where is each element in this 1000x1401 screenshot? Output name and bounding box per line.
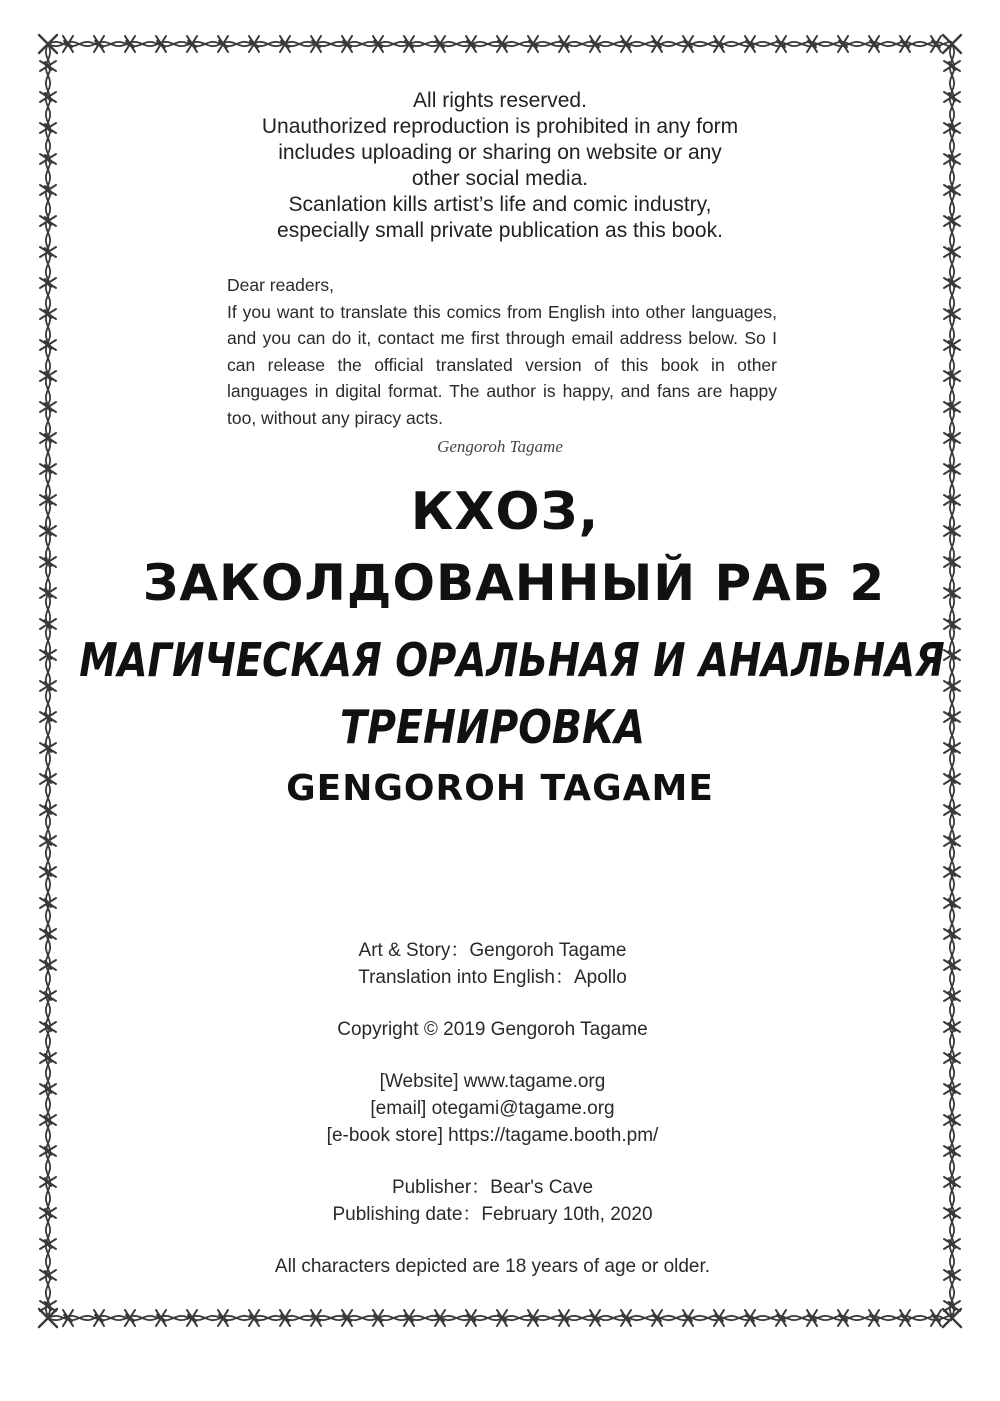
art-story-credit: Art & Story：Gengoroh Tagame — [358, 940, 627, 961]
contact-info — [0, 1068, 985, 1149]
age-notice: All characters depicted are 18 years of age or older. — [274, 1256, 711, 1277]
author-signature: Gengoroh Tagame — [437, 437, 563, 456]
title-line-2: ЗАКОЛДОВАННЫЙ РАБ 2 — [142, 554, 886, 612]
letter-body: If you want to translate this comics from English into other languages, and you can do it, contact me first through email address below. So I can release the official translated version of this book in other languages in digital format. The author is happy, and fans are happy too, without any piracy acts. — [227, 301, 777, 428]
notice-line: All rights reserved. — [413, 89, 587, 112]
publishing-date: Publishing date：February 10th, 2020 — [332, 1204, 653, 1225]
notice-line: Scanlation kills artist’s life and comic industry, — [288, 193, 712, 216]
subtitle-line-1: МАГИЧЕСКАЯ ОРАЛЬНАЯ И АНАЛЬНАЯ — [79, 633, 945, 687]
publication-info — [0, 1174, 985, 1228]
credits-staff — [0, 937, 985, 991]
letter-greeting: Dear readers, — [227, 275, 334, 295]
author-name: GENGOROH TAGAME — [286, 768, 714, 809]
notice-line: includes uploading or sharing on website or any — [278, 141, 722, 164]
subtitle-line-2: ТРЕНИРОВКА — [340, 700, 645, 754]
notice-line: other social media. — [411, 167, 589, 190]
title-line-1: КХОЗ, — [410, 482, 600, 542]
website-link: [Website] www.tagame.org — [379, 1071, 606, 1092]
publisher: Publisher：Bear's Cave — [391, 1177, 594, 1198]
copyright-line: Copyright © 2019 Gengoroh Tagame — [337, 1019, 648, 1040]
translation-credit: Translation into English：Apollo — [358, 967, 627, 988]
notice-line: Unauthorized reproduction is prohibited in any form — [261, 115, 739, 138]
ebook-store-link: [e-book store] https://tagame.booth.pm/ — [326, 1125, 659, 1146]
copyright-notice — [0, 88, 1000, 244]
email-link: [email] otegami@tagame.org — [370, 1098, 615, 1119]
notice-line: especially small private publication as this book. — [277, 219, 723, 242]
letter-to-readers — [227, 272, 777, 431]
